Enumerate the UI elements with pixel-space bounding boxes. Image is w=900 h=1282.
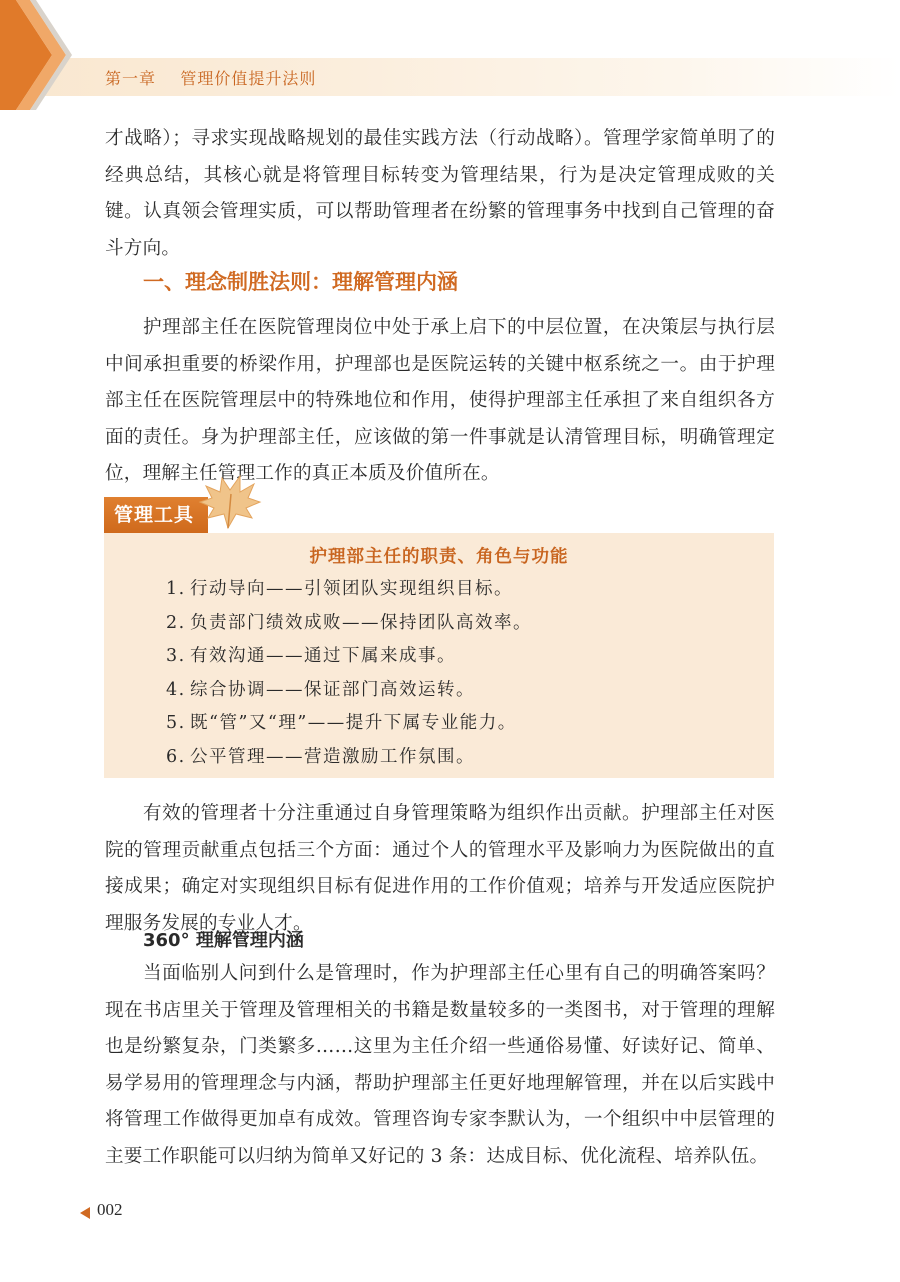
page-number: 002 [97, 1200, 123, 1219]
paragraph-role: 护理部主任在医院管理岗位中处于承上启下的中层位置，在决策层与执行层中间承担重要的桥梁作用，护理部也是医院运转的关键中枢系统之一。由于护理部主任在医院管理层中的特殊地位和作用，使得护理部主任承担了来自组织各方面的责任。身为护理部主任，应该做的第一件事就是认清管理目标，明确管理定位，理解主任管理工作的真正本质及价值所在。 [105, 317, 775, 484]
list-text: 既“管”又“理”——提升下属专业能力。 [190, 713, 517, 733]
page-arrow-icon [80, 1207, 90, 1219]
management-tool-box [104, 533, 774, 778]
chapter-label: 第一章 [105, 69, 157, 88]
list-item [166, 640, 532, 674]
section-heading: 一、理念制胜法则：理解管理内涵 [143, 270, 458, 294]
chapter-name: 管理价值提升法则 [180, 69, 317, 88]
list-item [166, 607, 532, 641]
list-item [166, 741, 532, 775]
subheading-360: 360° 理解管理内涵 [143, 930, 304, 951]
list-text: 负责部门绩效成败——保持团队高效率。 [190, 612, 532, 633]
list-number: 4. [166, 679, 186, 700]
list-text: 行动导向——引领团队实现组织目标。 [190, 579, 513, 599]
paragraph-meaning: 当面临别人问到什么是管理时，作为护理部主任心里有自己的明确答案吗？现在书店里关于管理及管理相关的书籍是数量较多的一类图书，对于管理的理解也是纷繁复杂，门类繁多……这里为主任介绍一些通俗易懂、好读好记、简单、易学易用的管理理念与内涵，帮助护理部主任更好地理解管理，并在以后实践中将管理工作做得更加卓有成效。管理咨询专家李默认为，一个组织中中层管理的主要工作职能可以归纳为简单又好记的 3 条：达成目标、优化流程、培养队伍。 [105, 963, 775, 1167]
list-number: 3. [166, 646, 186, 666]
tool-list [166, 573, 532, 774]
running-header-title [105, 66, 316, 89]
corner-chevron-decoration [0, 0, 90, 110]
paragraph-intro: 才战略）；寻求实现战略规划的最佳实践方法（行动战略）。管理学家简单明了的经典总结，其核心就是将管理目标转变为管理结果，行为是决定管理成败的关键。认真领会管理实质，可以帮助管理者在纷繁的管理事务中找到自己管理的奋斗方向。 [105, 128, 775, 259]
tool-box-title: 护理部主任的职责、角色与功能 [309, 547, 569, 567]
paragraph-contribution: 有效的管理者十分注重通过自身管理策略为组织作出贡献。护理部主任对医院的管理贡献重点包括三个方面：通过个人的管理水平及影响力为医院做出的直接成果；确定对实现组织目标有促进作用的工作价值观；培养与开发适应医院护理服务发展的专业人才。 [105, 803, 775, 934]
list-text: 有效沟通——通过下属来成事。 [190, 646, 456, 666]
list-number: 5. [166, 713, 186, 733]
list-item [166, 674, 532, 708]
list-number: 6. [166, 746, 186, 767]
list-item [166, 573, 532, 607]
list-number: 1. [166, 579, 186, 599]
list-number: 2. [166, 612, 186, 633]
list-text: 公平管理——营造激励工作氛围。 [190, 746, 475, 767]
management-tool-tag: 管理工具 [104, 497, 208, 533]
list-text: 综合协调——保证部门高效运转。 [190, 679, 475, 700]
maple-leaf-icon [198, 474, 262, 532]
list-item [166, 707, 532, 741]
